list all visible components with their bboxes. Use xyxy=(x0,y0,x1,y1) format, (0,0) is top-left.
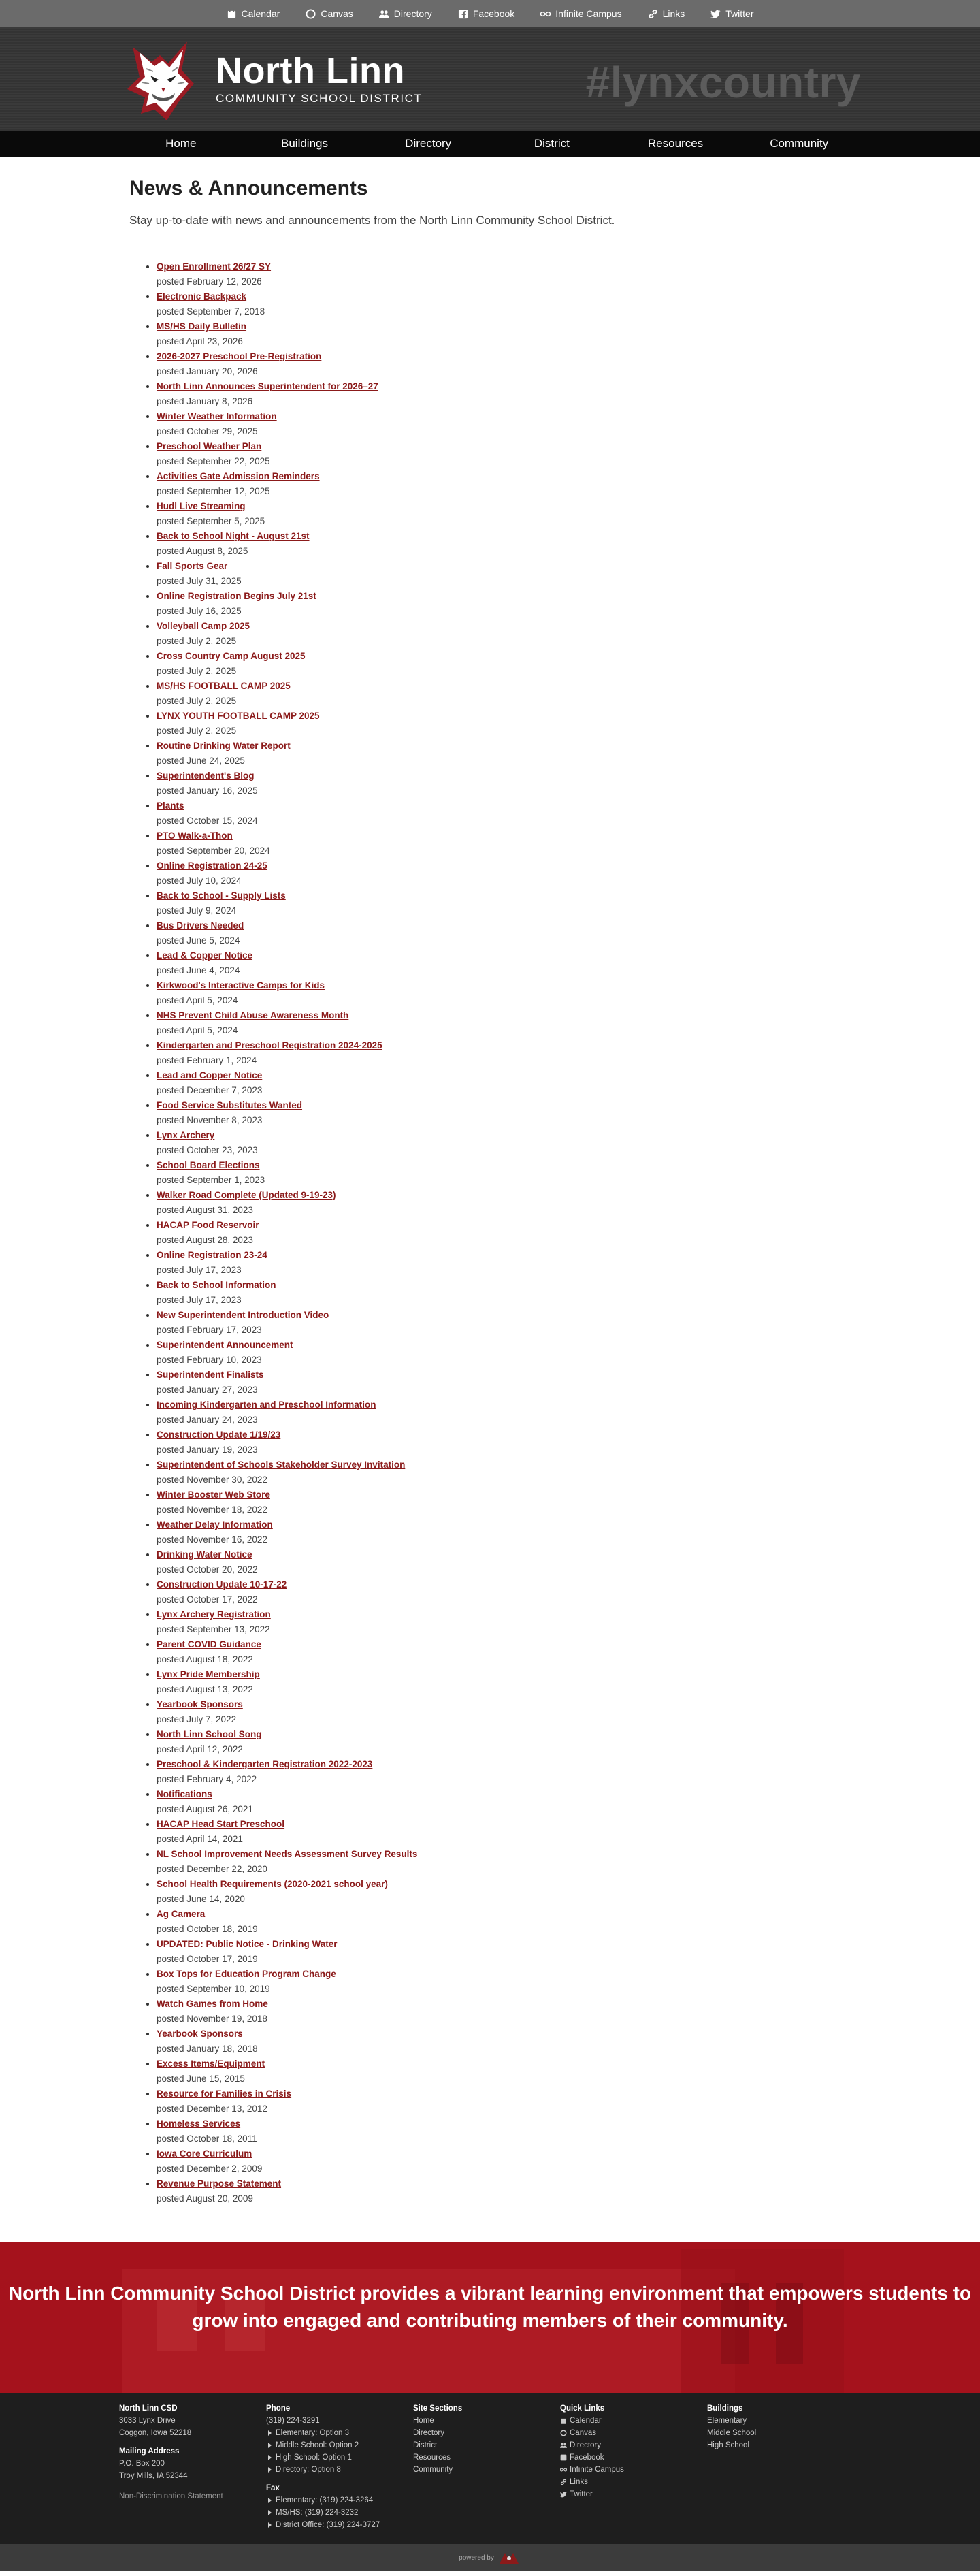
news-item xyxy=(157,1188,851,1218)
news-item xyxy=(157,1577,851,1607)
utility-link-infinite-campus[interactable] xyxy=(540,8,621,19)
news-item-link[interactable]: • North Linn School Song xyxy=(157,1729,262,1739)
news-item-date: posted June 5, 2024 xyxy=(157,935,240,946)
footer-link-middle-school[interactable]: Middle School xyxy=(707,2429,757,2437)
twitter-icon xyxy=(560,2491,567,2498)
news-item-link[interactable]: • Kindergarten and Preschool Registration 2024-2025 xyxy=(157,1040,382,1050)
news-item xyxy=(157,559,851,589)
news-item-date: posted June 24, 2025 xyxy=(157,756,245,766)
news-item xyxy=(157,1637,851,1667)
news-item-link[interactable]: • NHS Prevent Child Abuse Awareness Month xyxy=(157,1010,349,1020)
infinity-icon xyxy=(540,9,551,19)
site-footer xyxy=(0,2393,980,2544)
calendar-icon xyxy=(227,9,237,19)
news-item xyxy=(157,1607,851,1637)
main-content xyxy=(129,157,851,2242)
footer-quick-link-infinite-campus[interactable]: Infinite Campus xyxy=(560,2464,707,2476)
news-item-link[interactable]: • Superintendent's Blog xyxy=(157,771,255,781)
footer-link-home[interactable]: Home xyxy=(413,2417,434,2425)
news-item-date: posted October 17, 2019 xyxy=(157,1954,258,1964)
news-item-link[interactable]: • Fall Sports Gear xyxy=(157,561,228,571)
news-item xyxy=(157,1517,851,1547)
utility-link-canvas[interactable] xyxy=(306,8,353,19)
news-item xyxy=(157,1667,851,1697)
news-item xyxy=(157,1398,851,1428)
news-item-date: posted April 14, 2021 xyxy=(157,1834,243,1844)
news-item-date: posted September 7, 2018 xyxy=(157,306,265,317)
news-item-date: posted July 17, 2023 xyxy=(157,1265,242,1275)
news-item xyxy=(157,529,851,559)
news-item xyxy=(157,1038,851,1068)
news-item-date: posted July 7, 2022 xyxy=(157,1714,237,1724)
news-item xyxy=(157,349,851,379)
news-item xyxy=(157,1338,851,1368)
news-item-link[interactable]: • Excess Items/Equipment xyxy=(157,2059,265,2069)
powered-by-bar xyxy=(0,2544,980,2571)
news-item xyxy=(157,319,851,349)
footer-link-elementary[interactable]: Elementary xyxy=(707,2417,747,2425)
news-item-date: posted July 2, 2025 xyxy=(157,726,237,736)
footer-org-heading: North Linn CSD xyxy=(119,2404,178,2413)
news-item-link[interactable]: • Resource for Families in Crisis xyxy=(157,2089,292,2099)
news-item-link[interactable]: • Drinking Water Notice xyxy=(157,1549,252,1560)
news-item-date: posted September 22, 2025 xyxy=(157,456,270,466)
news-item xyxy=(157,1787,851,1817)
news-item-date: posted July 2, 2025 xyxy=(157,666,237,676)
news-item-date: posted October 17, 2022 xyxy=(157,1594,258,1605)
news-item-link[interactable]: • Activities Gate Admission Reminders xyxy=(157,471,320,481)
news-item-date: posted November 18, 2022 xyxy=(157,1504,267,1515)
news-item xyxy=(157,2176,851,2206)
news-item xyxy=(157,1098,851,1128)
news-item xyxy=(157,409,851,439)
caret-right-icon xyxy=(266,2442,273,2449)
nav-item-home[interactable]: Home xyxy=(165,137,197,150)
news-item-link[interactable]: • Iowa Core Curriculum xyxy=(157,2148,252,2159)
news-item xyxy=(157,799,851,828)
news-item xyxy=(157,1937,851,1967)
news-item xyxy=(157,469,851,499)
caret-right-icon xyxy=(266,2522,273,2528)
news-item-date: posted July 9, 2024 xyxy=(157,905,237,916)
utility-link-calendar[interactable] xyxy=(227,8,280,19)
news-item-link[interactable]: • Open Enrollment 26/27 SY xyxy=(157,261,272,272)
utility-link-label: Facebook xyxy=(472,8,515,19)
news-item xyxy=(157,1817,851,1847)
news-item xyxy=(157,1877,851,1907)
utility-link-label: Canvas xyxy=(321,8,353,19)
news-item xyxy=(157,2116,851,2146)
footer-link-high-school[interactable]: High School xyxy=(707,2441,750,2449)
news-item xyxy=(157,1308,851,1338)
news-item-link[interactable]: • PTO Walk-a-Thon xyxy=(157,831,233,841)
news-item-link[interactable]: • Ag Camera xyxy=(157,1909,206,1919)
directory-icon xyxy=(379,9,389,19)
news-item-date: posted August 28, 2023 xyxy=(157,1235,253,1245)
facebook-icon xyxy=(560,2454,567,2461)
news-item xyxy=(157,1218,851,1248)
news-item-date: posted July 16, 2025 xyxy=(157,606,242,616)
news-item xyxy=(157,1128,851,1158)
news-item-date: posted January 20, 2026 xyxy=(157,366,258,376)
news-item xyxy=(157,1907,851,1937)
news-item xyxy=(157,769,851,799)
news-item xyxy=(157,1757,851,1787)
news-item xyxy=(157,888,851,918)
news-item xyxy=(157,709,851,739)
news-item xyxy=(157,1158,851,1188)
news-item-date: posted February 1, 2024 xyxy=(157,1055,257,1065)
footer-quick-link-twitter[interactable]: Twitter xyxy=(560,2488,707,2500)
news-item-link[interactable]: • Preschool & Kindergarten Registration 2022-2023 xyxy=(157,1759,373,1769)
mission-banner xyxy=(0,2242,980,2393)
nav-item-community[interactable]: Community xyxy=(770,137,829,150)
powered-by-label: powered by xyxy=(459,2554,494,2562)
news-item-date: posted February 12, 2026 xyxy=(157,276,262,287)
canvas-icon xyxy=(306,9,316,19)
footer-address-line: 3033 Lynx Drive xyxy=(119,2417,176,2425)
utility-link-label: Infinite Campus xyxy=(555,8,622,19)
news-item xyxy=(157,739,851,769)
infinity-icon xyxy=(560,2466,567,2473)
news-item-date: posted October 18, 2019 xyxy=(157,1924,258,1934)
news-item-date: posted February 10, 2023 xyxy=(157,1355,262,1365)
news-item-link[interactable]: • 2026-2027 Preschool Pre-Registration xyxy=(157,351,322,361)
news-item-link[interactable]: • Online Registration 23-24 xyxy=(157,1250,267,1260)
news-item-link[interactable]: • Parent COVID Guidance xyxy=(157,1639,261,1649)
fax-line: District Office: (319) 224-3727 xyxy=(266,2519,413,2531)
news-item-link[interactable]: • Bus Drivers Needed xyxy=(157,920,244,931)
news-item-link[interactable]: • School Health Requirements (2020-2021 school year) xyxy=(157,1879,388,1889)
caret-right-icon xyxy=(266,2509,273,2516)
news-item-link[interactable]: • Weather Delay Information xyxy=(157,1519,273,1530)
news-item-date: posted November 8, 2023 xyxy=(157,1115,263,1125)
vendor-logo-icon[interactable] xyxy=(498,2550,521,2565)
footer-link-directory[interactable]: Directory xyxy=(413,2429,445,2437)
news-item-link[interactable]: • Revenue Purpose Statement xyxy=(157,2178,282,2189)
phone-option: High School: Option 1 xyxy=(266,2451,413,2464)
news-item-date: posted December 13, 2012 xyxy=(157,2104,267,2114)
utility-link-label: Twitter xyxy=(725,8,754,19)
link-icon xyxy=(648,9,658,19)
news-item xyxy=(157,1697,851,1727)
footer-mailing-line: P.O. Box 200 xyxy=(119,2460,165,2468)
footer-phone xyxy=(266,2404,413,2531)
caret-right-icon xyxy=(266,2466,273,2473)
news-item-link[interactable]: • Homeless Services xyxy=(157,2119,241,2129)
news-item-link[interactable]: • Lynx Archery xyxy=(157,1130,215,1140)
footer-quick-link-links[interactable]: Links xyxy=(560,2476,707,2488)
news-item-link[interactable]: • Lynx Pride Membership xyxy=(157,1669,260,1679)
news-item-link[interactable]: • Winter Booster Web Store xyxy=(157,1490,270,1500)
news-item-link[interactable]: • Hudl Live Streaming xyxy=(157,501,246,511)
news-item xyxy=(157,439,851,469)
news-item-link[interactable]: • Watch Games from Home xyxy=(157,1999,268,2009)
footer-quick-link-directory[interactable]: Directory xyxy=(560,2439,707,2451)
news-item xyxy=(157,978,851,1008)
footer-site-sections-heading: Site Sections xyxy=(413,2404,463,2413)
news-item-link[interactable]: • MS/HS Daily Bulletin xyxy=(157,321,247,332)
news-item xyxy=(157,2057,851,2087)
news-item-date: posted November 19, 2018 xyxy=(157,2014,267,2024)
news-item-date: posted July 31, 2025 xyxy=(157,576,242,586)
news-item-link[interactable]: • School Board Elections xyxy=(157,1160,260,1170)
news-item-link[interactable]: • Plants xyxy=(157,801,184,811)
page-title: News & Announcements xyxy=(129,177,368,199)
news-item xyxy=(157,1547,851,1577)
utility-link-label: Directory xyxy=(393,8,432,19)
news-item-link[interactable]: • Back to School Information xyxy=(157,1280,276,1290)
news-item-link[interactable]: • Lynx Archery Registration xyxy=(157,1609,271,1620)
news-item-date: posted April 23, 2026 xyxy=(157,336,243,347)
site-title: North Linn xyxy=(216,50,405,91)
news-item xyxy=(157,289,851,319)
news-item-link[interactable]: • New Superintendent Introduction Video xyxy=(157,1310,329,1320)
news-item xyxy=(157,1008,851,1038)
news-item-date: posted October 23, 2023 xyxy=(157,1145,258,1155)
news-item-link[interactable]: • Volleyball Camp 2025 xyxy=(157,621,250,631)
news-item xyxy=(157,948,851,978)
footer-address-line: Coggon, Iowa 52218 xyxy=(119,2429,192,2437)
news-item-link[interactable]: • Online Registration Begins July 21st xyxy=(157,591,316,601)
news-item-date: posted August 13, 2022 xyxy=(157,1684,253,1694)
news-item xyxy=(157,1068,851,1098)
footer-link-community[interactable]: Community xyxy=(413,2466,453,2474)
news-item xyxy=(157,1967,851,1997)
news-item xyxy=(157,2146,851,2176)
news-item-date: posted July 17, 2023 xyxy=(157,1295,242,1305)
footer-phone-main[interactable]: (319) 224-3291 xyxy=(266,2417,320,2425)
news-item xyxy=(157,1997,851,2027)
news-item-date: posted September 5, 2025 xyxy=(157,516,265,526)
news-item-link[interactable]: • Notifications xyxy=(157,1789,212,1799)
news-item-date: posted September 1, 2023 xyxy=(157,1175,265,1185)
phone-option: Elementary: Option 3 xyxy=(266,2427,413,2439)
news-item-date: posted June 4, 2024 xyxy=(157,965,240,976)
nav-item-district[interactable]: District xyxy=(534,137,570,150)
news-item-date: posted August 8, 2025 xyxy=(157,546,248,556)
news-item-date: posted December 7, 2023 xyxy=(157,1085,263,1095)
news-item-date: posted February 4, 2022 xyxy=(157,1774,257,1784)
news-item xyxy=(157,1458,851,1487)
news-item-link[interactable]: • Preschool Weather Plan xyxy=(157,441,262,451)
footer-contact xyxy=(119,2404,266,2531)
news-item-date: posted February 17, 2023 xyxy=(157,1325,262,1335)
news-item xyxy=(157,649,851,679)
news-item-date: posted August 26, 2021 xyxy=(157,1804,253,1814)
news-item-link[interactable]: • Yearbook Sponsors xyxy=(157,1699,243,1709)
news-item-date: posted January 24, 2023 xyxy=(157,1415,258,1425)
page-intro: Stay up-to-date with news and announcements from the North Linn Community School District. xyxy=(129,214,615,227)
news-item-date: posted July 2, 2025 xyxy=(157,696,237,706)
footer-mailing-line: Troy Mills, IA 52344 xyxy=(119,2472,188,2480)
news-item xyxy=(157,918,851,948)
facebook-icon xyxy=(458,9,468,19)
news-item-link[interactable]: • Walker Road Complete (Updated 9-19-23) xyxy=(157,1190,336,1200)
news-item-link[interactable]: • Box Tops for Education Program Change xyxy=(157,1969,336,1979)
twitter-icon xyxy=(710,9,721,19)
news-item-date: posted April 12, 2022 xyxy=(157,1744,243,1754)
fax-line: Elementary: (319) 224-3264 xyxy=(266,2494,413,2507)
news-item-date: posted September 12, 2025 xyxy=(157,486,270,496)
canvas-icon xyxy=(560,2430,567,2436)
footer-quick-links-heading: Quick Links xyxy=(560,2404,605,2413)
footer-site-sections xyxy=(413,2404,560,2531)
news-item-date: posted October 15, 2024 xyxy=(157,816,258,826)
nondiscrimination-link[interactable]: Non-Discrimination Statement xyxy=(119,2492,223,2500)
news-item-date: posted January 16, 2025 xyxy=(157,786,258,796)
news-item-link[interactable]: • Winter Weather Information xyxy=(157,411,277,421)
news-item-link[interactable]: • LYNX YOUTH FOOTBALL CAMP 2025 xyxy=(157,711,320,721)
news-item-date: posted January 8, 2026 xyxy=(157,396,253,406)
news-item-date: posted July 10, 2024 xyxy=(157,875,242,886)
news-item-link[interactable]: • Yearbook Sponsors xyxy=(157,2029,243,2039)
news-item-link[interactable]: • Cross Country Camp August 2025 xyxy=(157,651,306,661)
link-icon xyxy=(560,2479,567,2485)
utility-link-directory[interactable] xyxy=(379,8,432,19)
footer-phone-heading: Phone xyxy=(266,2404,291,2413)
calendar-icon xyxy=(560,2417,567,2424)
news-item-link[interactable]: • HACAP Food Reservoir xyxy=(157,1220,259,1230)
news-list xyxy=(157,259,851,2206)
fax-line: MS/HS: (319) 224-3232 xyxy=(266,2507,413,2519)
news-item-date: posted October 18, 2011 xyxy=(157,2134,257,2144)
footer-link-resources[interactable]: Resources xyxy=(413,2453,451,2462)
phone-option: Middle School: Option 2 xyxy=(266,2439,413,2451)
header-hashtag: #lynxcountry xyxy=(585,58,861,107)
news-item-date: posted October 20, 2022 xyxy=(157,1564,258,1575)
utility-link-links[interactable] xyxy=(648,8,685,19)
news-item-date: posted December 2, 2009 xyxy=(157,2163,263,2174)
footer-link-district[interactable]: District xyxy=(413,2441,438,2449)
site-subtitle: COMMUNITY SCHOOL DISTRICT xyxy=(216,92,423,105)
caret-right-icon xyxy=(266,2430,273,2436)
news-item xyxy=(157,1428,851,1458)
utility-link-facebook[interactable] xyxy=(458,8,514,19)
footer-quick-links xyxy=(560,2404,707,2531)
news-item-date: posted September 20, 2024 xyxy=(157,846,270,856)
footer-mailing-heading: Mailing Address xyxy=(119,2447,180,2456)
news-item-date: posted December 22, 2020 xyxy=(157,1864,267,1874)
phone-option: Directory: Option 8 xyxy=(266,2464,413,2476)
lynx-logo-icon[interactable] xyxy=(119,35,208,123)
news-item xyxy=(157,499,851,529)
news-item xyxy=(157,858,851,888)
news-item xyxy=(157,1487,851,1517)
news-item-link[interactable]: • Online Registration 24-25 xyxy=(157,860,267,871)
news-item-date: posted August 18, 2022 xyxy=(157,1654,253,1664)
directory-icon xyxy=(560,2442,567,2449)
utility-bar xyxy=(0,0,980,27)
news-item-link[interactable]: • Construction Update 10-17-22 xyxy=(157,1579,287,1590)
news-item-link[interactable]: • Incoming Kindergarten and Preschool Information xyxy=(157,1400,376,1410)
news-item-date: posted September 13, 2022 xyxy=(157,1624,270,1635)
news-item-date: posted November 16, 2022 xyxy=(157,1534,267,1545)
news-item xyxy=(157,828,851,858)
news-item-link[interactable]: • Back to School - Supply Lists xyxy=(157,890,286,901)
caret-right-icon xyxy=(266,2454,273,2461)
news-item-date: posted August 20, 2009 xyxy=(157,2193,253,2204)
news-item xyxy=(157,1278,851,1308)
news-item xyxy=(157,2027,851,2057)
news-item-link[interactable]: • Back to School Night - August 21st xyxy=(157,531,310,541)
news-item-link[interactable]: • Superintendent Finalists xyxy=(157,1370,264,1380)
mission-statement: North Linn Community School District provides a vibrant learning environment that empowers students to grow into engaged and contributing members of their community. xyxy=(8,2283,972,2331)
news-item-link[interactable]: • Routine Drinking Water Report xyxy=(157,741,291,751)
news-item xyxy=(157,1248,851,1278)
news-item-date: posted April 5, 2024 xyxy=(157,1025,238,1035)
news-item xyxy=(157,1727,851,1757)
footer-buildings-heading: Buildings xyxy=(707,2404,743,2413)
nav-item-buildings[interactable]: Buildings xyxy=(281,137,328,150)
nav-item-resources[interactable]: Resources xyxy=(647,137,704,150)
news-item-link[interactable]: • HACAP Head Start Preschool xyxy=(157,1819,285,1829)
news-item-date: posted June 14, 2020 xyxy=(157,1894,245,1904)
footer-buildings xyxy=(707,2404,854,2531)
news-item-link[interactable]: • Lead and Copper Notice xyxy=(157,1070,263,1080)
news-item-link[interactable]: • Electronic Backpack xyxy=(157,291,247,302)
news-item xyxy=(157,1847,851,1877)
news-item xyxy=(157,2087,851,2116)
footer-quick-link-canvas[interactable]: Canvas xyxy=(560,2427,707,2439)
news-item-date: posted April 5, 2024 xyxy=(157,995,238,1005)
news-item-link[interactable]: • UPDATED: Public Notice - Drinking Water xyxy=(157,1939,338,1949)
news-item xyxy=(157,1368,851,1398)
news-item-date: posted July 2, 2025 xyxy=(157,636,237,646)
news-item-date: posted January 18, 2018 xyxy=(157,2044,258,2054)
caret-right-icon xyxy=(266,2497,273,2504)
news-item-link[interactable]: • Superintendent Announcement xyxy=(157,1340,293,1350)
nav-item-directory[interactable]: Directory xyxy=(405,137,452,150)
site-header xyxy=(0,27,980,131)
news-item-link[interactable]: • Kirkwood's Interactive Camps for Kids xyxy=(157,980,325,991)
news-item xyxy=(157,259,851,289)
news-item-date: posted January 27, 2023 xyxy=(157,1385,258,1395)
utility-link-label: Calendar xyxy=(241,8,280,19)
news-item xyxy=(157,589,851,619)
news-item-date: posted June 15, 2015 xyxy=(157,2074,245,2084)
footer-quick-link-facebook[interactable]: Facebook xyxy=(560,2451,707,2464)
news-item-date: posted January 19, 2023 xyxy=(157,1445,258,1455)
utility-link-label: Links xyxy=(662,8,685,19)
site-logo-text[interactable] xyxy=(216,52,423,106)
footer-quick-link-calendar[interactable]: Calendar xyxy=(560,2415,707,2427)
news-item-link[interactable]: • NL School Improvement Needs Assessment Survey Results xyxy=(157,1849,418,1859)
news-item-date: posted August 31, 2023 xyxy=(157,1205,253,1215)
news-item-link[interactable]: • Construction Update 1/19/23 xyxy=(157,1430,281,1440)
news-item-date: posted November 30, 2022 xyxy=(157,1475,267,1485)
news-item xyxy=(157,619,851,649)
news-item-link[interactable]: • Superintendent of Schools Stakeholder Survey Invitation xyxy=(157,1460,406,1470)
utility-link-twitter[interactable] xyxy=(710,8,753,19)
footer-fax-heading: Fax xyxy=(266,2484,280,2492)
news-item-link[interactable]: • North Linn Announces Superintendent for 2026–27 xyxy=(157,381,378,391)
news-item-link[interactable]: • Food Service Substitutes Wanted xyxy=(157,1100,303,1110)
news-item xyxy=(157,379,851,409)
main-nav xyxy=(0,131,980,157)
news-item-link[interactable]: • MS/HS FOOTBALL CAMP 2025 xyxy=(157,681,291,691)
news-item-date: posted September 10, 2019 xyxy=(157,1984,270,1994)
news-item-link[interactable]: • Lead & Copper Notice xyxy=(157,950,253,961)
news-item xyxy=(157,679,851,709)
news-item-date: posted October 29, 2025 xyxy=(157,426,258,436)
